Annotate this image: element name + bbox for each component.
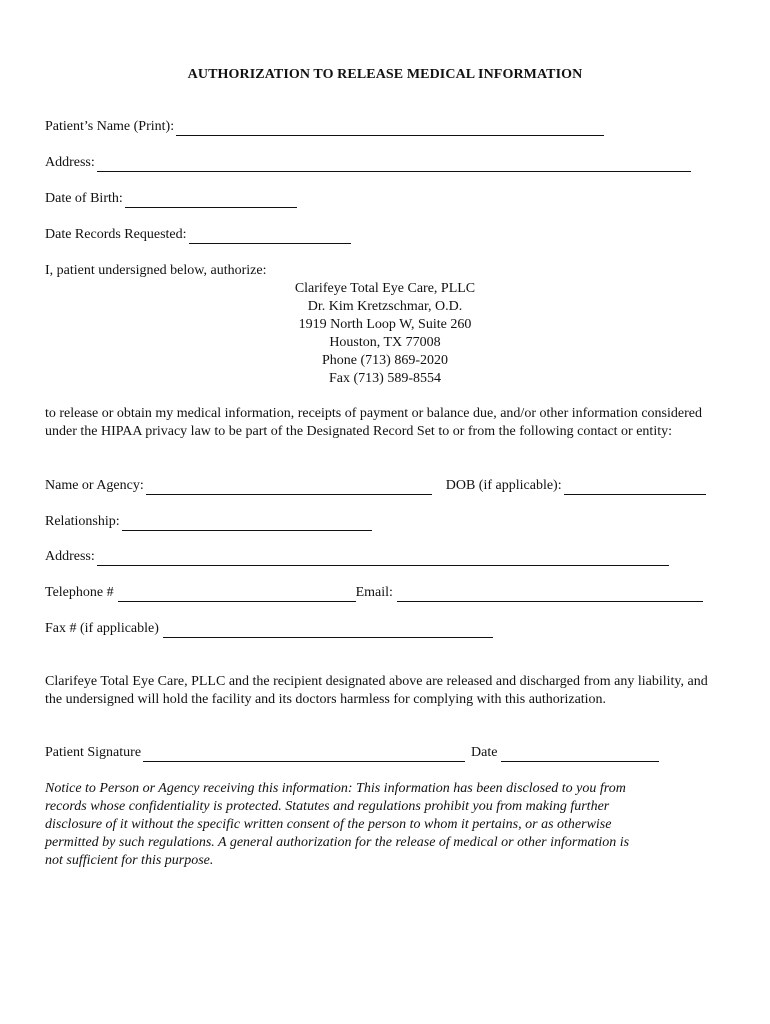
recipient-address-label: Address:	[45, 549, 95, 564]
date-records-line[interactable]	[189, 229, 351, 244]
dob-row	[45, 190, 297, 208]
recipient-dob-field	[446, 477, 706, 495]
dob-label: Date of Birth:	[45, 191, 123, 206]
telephone-email-row	[45, 584, 703, 602]
provider-name: Clarifeye Total Eye Care, PLLC	[294, 281, 476, 296]
recipient-name-line[interactable]	[146, 480, 432, 495]
patient-name-label: Patient’s Name (Print):	[45, 119, 175, 134]
provider-block	[0, 280, 770, 388]
authorize-text: I, patient undersigned below, authorize:	[45, 263, 267, 278]
recipient-dob-line[interactable]	[564, 480, 706, 495]
email-field	[356, 584, 703, 602]
form-title: AUTHORIZATION TO RELEASE MEDICAL INFORMATION	[187, 67, 583, 82]
recipient-address-line[interactable]	[97, 551, 669, 566]
signature-date-line[interactable]	[501, 747, 659, 762]
relationship-line[interactable]	[122, 516, 372, 531]
date-records-label: Date Records Requested:	[45, 227, 187, 242]
notice-paragraph: Notice to Person or Agency receiving this information: This information has been disclosed to you from records whose confidentiality is protected. Statutes and regulations prohibit you from making further disclosure of it without the specific written consent of the person to whom it pertains, or as otherwise permitted by such regulations. A general authorization for the release of medical or other information is not sufficient for this purpose.	[45, 781, 630, 868]
recipient-name-label: Name or Agency:	[45, 478, 144, 493]
provider-fax: Fax (713) 589-8554	[329, 371, 441, 386]
fax-row	[45, 620, 493, 638]
signature-date-field	[471, 744, 659, 762]
email-label: Email:	[355, 585, 393, 600]
telephone-field	[45, 584, 356, 602]
patient-address-line[interactable]	[97, 157, 691, 172]
provider-doctor: Dr. Kim Kretzschmar, O.D.	[307, 299, 463, 314]
patient-address-label: Address:	[45, 155, 95, 170]
liability-paragraph: Clarifeye Total Eye Care, PLLC and the recipient designated above are released and discharged from any liability, and the undersigned will hold the facility and its doctors harmless for complying with this authorization.	[45, 674, 708, 707]
telephone-label: Telephone #	[45, 585, 114, 600]
dob-line[interactable]	[125, 193, 297, 208]
authorize-row	[45, 262, 266, 280]
signature-field	[45, 744, 465, 762]
signature-label: Patient Signature	[45, 745, 142, 760]
fax-label: Fax # (if applicable)	[45, 621, 159, 636]
provider-street: 1919 North Loop W, Suite 260	[298, 317, 472, 332]
fax-line[interactable]	[163, 623, 493, 638]
relationship-row	[45, 513, 372, 531]
patient-name-row	[45, 118, 604, 136]
signature-date-label: Date	[471, 745, 498, 760]
relationship-label: Relationship:	[45, 514, 120, 529]
signature-row	[45, 744, 659, 762]
recipient-address-row	[45, 548, 669, 566]
email-line[interactable]	[397, 587, 703, 602]
provider-city: Houston, TX 77008	[329, 335, 441, 350]
release-paragraph: to release or obtain my medical information, receipts of payment or balance due, and/or other information considered under the HIPAA privacy law to be part of the Designated Record Set to or from the following contact or entity:	[45, 406, 702, 439]
provider-phone: Phone (713) 869-2020	[322, 353, 448, 368]
signature-line[interactable]	[143, 747, 465, 762]
patient-name-line[interactable]	[176, 121, 604, 136]
patient-address-row	[45, 154, 691, 172]
recipient-name-field	[45, 477, 432, 495]
telephone-line[interactable]	[118, 587, 356, 602]
recipient-dob-label: DOB (if applicable):	[445, 478, 562, 493]
date-records-row	[45, 226, 351, 244]
recipient-name-row	[45, 477, 706, 495]
